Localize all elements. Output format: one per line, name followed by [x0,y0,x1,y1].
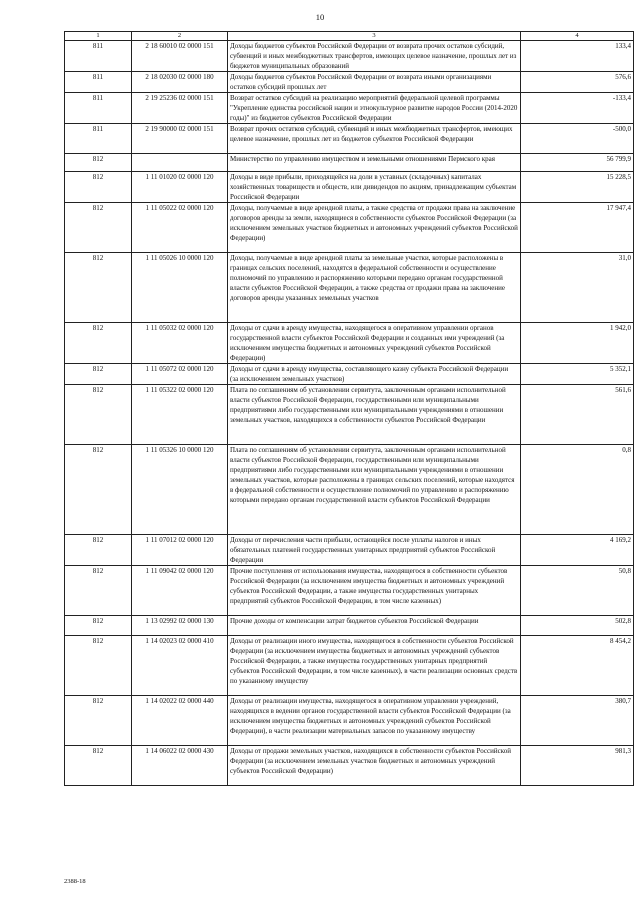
revenue-code-cell: 2 19 90000 02 0000 151 [132,124,228,154]
revenue-name-cell: Прочие поступления от использования имущества, находящегося в собственности субъектов Российской Федерации (за исключением имущества бюджетных и автономных учреждений субъектов Российской Федерации, а также имущества государственных унитарных предприятий субъектов Российской Федерации, в том числе казенных) [228,566,521,616]
revenue-name-cell: Возврат остатков субсидий на реализацию мероприятий федеральной целевой программы "Укрепление единства российской нации и этнокультурное развитие народов России (2014-2020 годы)" из бюджетов субъектов Российской Федерации [228,93,521,124]
amount-cell: 5 352,1 [521,364,634,385]
amount-cell: 133,4 [521,41,634,72]
amount-cell: 0,8 [521,445,634,535]
revenue-table [64,31,634,786]
revenue-name-cell: Доходы бюджетов субъектов Российской Федерации от возврата прочих остатков субсидий, субвенций и иных межбюджетных трансфертов, имеющих целевое назначение, прошлых лет из бюджетов муниципальных образований [228,41,521,72]
revenue-name-cell: Доходы от реализации иного имущества, находящегося в собственности субъектов Российской Федерации (за исключением имущества бюджетных и автономных учреждений субъектов Российской Федерации, а также имущества государственных унитарных предприятий субъектов Российской Федерации, в том числе казенных), в части реализации основных средств по указанному имуществу [228,636,521,696]
revenue-code-cell: 2 18 02030 02 0000 180 [132,72,228,93]
table-row [65,636,634,696]
revenue-name-cell: Возврат прочих остатков субсидий, субвенций и иных межбюджетных трансфертов, имеющих целевое назначение, прошлых лет из бюджетов субъектов Российской Федерации [228,124,521,154]
revenue-name-cell: Доходы от сдачи в аренду имущества, находящегося в оперативном управлении органов государственной власти субъектов Российской Федерации и созданных ими учреждений (за исключением имущества бюджетных и автономных учреждений субъектов Российской Федерации) [228,323,521,364]
admin-code-cell: 812 [65,535,132,566]
admin-code-cell: 812 [65,253,132,323]
admin-code-cell: 812 [65,172,132,203]
revenue-name-cell: Плата по соглашениям об установлении сервитута, заключенным органами исполнительной власти субъектов Российской Федерации, государственными или муниципальными предприятиями либо государственными или муниципальными учреждениями в отношении земельных участков, которые расположены в границах сельских поселений, которые находятся в федеральной собственности и осуществление полномочий по управлению и распоряжению которыми передано органам государственной власти субъектов Российской Федерации [228,445,521,535]
amount-cell: 50,8 [521,566,634,616]
table-row [65,535,634,566]
amount-cell: 380,7 [521,696,634,746]
revenue-code-cell: 1 11 05022 02 0000 120 [132,203,228,253]
table-row [65,445,634,535]
admin-code-cell: 812 [65,154,132,172]
revenue-name-cell: Министерство по управлению имуществом и земельными отношениями Пермского края [228,154,521,172]
table-row [65,323,634,364]
revenue-name-cell: Плата по соглашениям об установлении сервитута, заключенным органами исполнительной власти субъектов Российской Федерации, государственными или муниципальными предприятиями либо государственными или муниципальными учреждениями в отношении земельных участков, находящихся в собственности субъектов Российской Федерации [228,385,521,445]
revenue-name-cell: Доходы, получаемые в виде арендной платы за земельные участки, которые расположены в границах сельских поселений, находятся в федеральной собственности и осуществление полномочий по управлению и распоряжению которыми передано органам государственной власти субъектов Российской Федерации, а также средства от продажи права на заключение договоров аренды указанных земельных участков [228,253,521,323]
admin-code-cell: 812 [65,636,132,696]
document-code: 2388-18 [64,878,86,885]
admin-code-cell: 811 [65,93,132,124]
revenue-name-cell: Доходы в виде прибыли, приходящейся на доли в уставных (складочных) капиталах хозяйственных товариществ и обществ, или дивидендов по акциям, принадлежащим субъектам Российской Федерации [228,172,521,203]
revenue-code-cell: 2 18 60010 02 0000 151 [132,41,228,72]
admin-code-cell: 811 [65,41,132,72]
table-row [65,696,634,746]
amount-cell: 502,8 [521,616,634,636]
table-row [65,364,634,385]
admin-code-cell: 812 [65,203,132,253]
admin-code-cell: 812 [65,616,132,636]
admin-code-cell: 812 [65,696,132,746]
amount-cell: -500,0 [521,124,634,154]
amount-cell: 576,6 [521,72,634,93]
column-header-1: 1 [65,32,132,41]
amount-cell: 56 799,9 [521,154,634,172]
admin-code-cell: 812 [65,445,132,535]
revenue-name-cell: Доходы, получаемые в виде арендной платы, а также средства от продажи права на заключение договоров аренды за земли, находящиеся в собственности субъектов Российской Федерации (за исключением земельных участков бюджетных и автономных учреждений субъектов Российской Федерации) [228,203,521,253]
revenue-code-cell: 1 11 05072 02 0000 120 [132,364,228,385]
amount-cell: 1 942,0 [521,323,634,364]
table-row [65,746,634,786]
table-row [65,172,634,203]
revenue-name-cell: Доходы от продажи земельных участков, находящихся в собственности субъектов Российской Федерации (за исключением земельных участков бюджетных и автономных учреждений субъектов Российской Федерации) [228,746,521,786]
revenue-code-cell: 1 14 06022 02 0000 430 [132,746,228,786]
revenue-code-cell: 1 13 02992 02 0000 130 [132,616,228,636]
column-header-3: 3 [228,32,521,41]
amount-cell: 8 454,2 [521,636,634,696]
table-row [65,124,634,154]
revenue-code-cell: 2 19 25236 02 0000 151 [132,93,228,124]
revenue-name-cell: Доходы бюджетов субъектов Российской Федерации от возврата иными организациями остатков субсидий прошлых лет [228,72,521,93]
amount-cell: 981,3 [521,746,634,786]
amount-cell: 17 947,4 [521,203,634,253]
revenue-name-cell: Прочие доходы от компенсации затрат бюджетов субъектов Российской Федерации [228,616,521,636]
amount-cell: 15 228,5 [521,172,634,203]
revenue-code-cell: 1 14 02023 02 0000 410 [132,636,228,696]
admin-code-cell: 812 [65,385,132,445]
admin-code-cell: 811 [65,124,132,154]
revenue-name-cell: Доходы от реализации имущества, находящегося в оперативном управлении учреждений, находящихся в ведении органов государственной власти субъектов Российской Федерации (за исключением имущества бюджетных и автономных учреждений субъектов Российской Федерации), в части реализации материальных запасов по указанному имуществу [228,696,521,746]
revenue-code-cell: 1 11 05026 10 0000 120 [132,253,228,323]
revenue-name-cell: Доходы от сдачи в аренду имущества, составляющего казну субъекта Российской Федерации (за исключением земельных участков) [228,364,521,385]
table-row [65,93,634,124]
amount-cell: 31,0 [521,253,634,323]
revenue-code-cell: 1 11 05032 02 0000 120 [132,323,228,364]
table-row [65,616,634,636]
revenue-code-cell: 1 11 05326 10 0000 120 [132,445,228,535]
table-row [65,253,634,323]
table-row [65,566,634,616]
admin-code-cell: 812 [65,566,132,616]
revenue-code-cell [132,154,228,172]
revenue-name-cell: Доходы от перечисления части прибыли, остающейся после уплаты налогов и иных обязательных платежей государственных унитарных предприятий субъектов Российской Федерации [228,535,521,566]
amount-cell: 4 169,2 [521,535,634,566]
amount-cell: 561,6 [521,385,634,445]
admin-code-cell: 811 [65,72,132,93]
admin-code-cell: 812 [65,746,132,786]
column-header-4: 4 [521,32,634,41]
admin-code-cell: 812 [65,323,132,364]
revenue-code-cell: 1 14 02022 02 0000 440 [132,696,228,746]
revenue-table-body [65,32,634,786]
revenue-code-cell: 1 11 05322 02 0000 120 [132,385,228,445]
table-row [65,154,634,172]
table-row [65,72,634,93]
revenue-code-cell: 1 11 07012 02 0000 120 [132,535,228,566]
column-header-row [65,32,634,41]
amount-cell: -133,4 [521,93,634,124]
revenue-code-cell: 1 11 09042 02 0000 120 [132,566,228,616]
admin-code-cell: 812 [65,364,132,385]
page-number: 10 [315,12,325,22]
table-row [65,203,634,253]
table-row [65,385,634,445]
table-row [65,41,634,72]
revenue-code-cell: 1 11 01020 02 0000 120 [132,172,228,203]
column-header-2: 2 [132,32,228,41]
